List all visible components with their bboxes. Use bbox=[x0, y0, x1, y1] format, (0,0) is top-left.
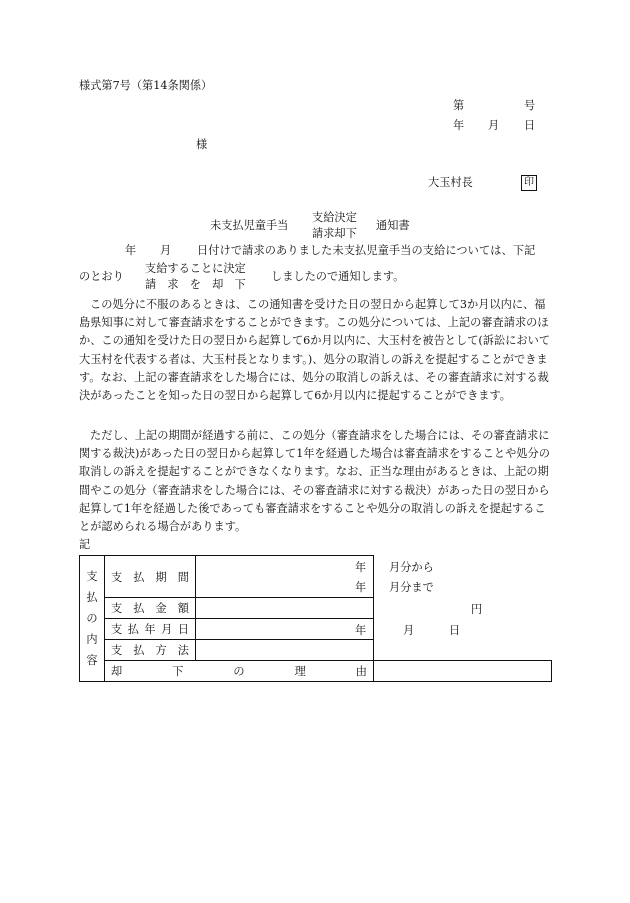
ki-heading: 記 bbox=[79, 538, 91, 551]
table-row-reason bbox=[80, 661, 552, 682]
recipient-sama: 様 bbox=[196, 138, 208, 151]
pay-date-year: 年 bbox=[355, 624, 367, 637]
date-year: 年 bbox=[453, 119, 465, 132]
intro-suffix: しましたので通知します。 bbox=[271, 270, 405, 283]
period-from-month: 月分から bbox=[389, 561, 434, 574]
title-option-approve: 支給決定 bbox=[312, 211, 357, 224]
payment-details-table bbox=[79, 555, 552, 682]
form-number: 様式第7号（第14条関係） bbox=[79, 79, 213, 92]
seal-mark: 印 bbox=[521, 175, 537, 191]
side-label-cell bbox=[80, 556, 105, 682]
title-suffix: 通知書 bbox=[376, 219, 410, 232]
period-from-year: 年 bbox=[355, 561, 367, 574]
table-row-date bbox=[80, 619, 552, 640]
pay-date-day: 日 bbox=[449, 624, 461, 637]
date-day: 日 bbox=[524, 119, 536, 132]
title-prefix: 未支払児童手当 bbox=[210, 219, 289, 232]
value-payment-date[interactable] bbox=[196, 619, 461, 640]
intro-option-approve: 支給することに決定 bbox=[145, 262, 246, 275]
side-char-5: 容 bbox=[86, 654, 98, 667]
side-char-2: 払 bbox=[86, 591, 98, 604]
amount-unit-yen: 円 bbox=[471, 603, 483, 616]
value-payment-method[interactable] bbox=[196, 640, 374, 661]
table-row-period bbox=[80, 556, 552, 598]
label-payment-date: 支払年月日 bbox=[105, 619, 196, 640]
intro-year: 年 bbox=[125, 244, 137, 257]
paragraph-limitation-text: ただし、上記の期間が経過する前に、この処分（審査請求をした場合には、その審査請求に関する裁決)があった日の翌日から起算して1年を経過した場合は審査請求をすることや処分の取消しの訴えを提起することができなくなります。なお、正当な理由があるときは、上記の期間やこの処分（審査請求をした場合には、その審査請求に対する裁決）があった日の翌日から起算して1年を経過した後であっても審査請求をすることや処分の取消しの訴えを提起することが認められる場合があります。 bbox=[79, 429, 550, 534]
table-row-amount bbox=[80, 598, 552, 619]
paragraph-appeal bbox=[79, 296, 552, 405]
paragraph-limitation bbox=[79, 427, 552, 536]
intro-line1: 日付けで請求のありました未支払児童手当の支給については、下記 bbox=[197, 244, 536, 257]
label-payment-amount: 支払金額 bbox=[105, 598, 196, 619]
value-rejection-reason[interactable] bbox=[374, 661, 552, 682]
title-option-reject: 請求却下 bbox=[312, 227, 357, 240]
sender-name: 大玉村長 bbox=[428, 176, 473, 189]
intro-month: 月 bbox=[160, 244, 172, 257]
pay-date-month: 月 bbox=[403, 624, 415, 637]
side-char-4: 内 bbox=[86, 633, 98, 646]
label-rejection-reason: 却下の理由 bbox=[105, 661, 374, 682]
intro-option-reject: 請 求 を 却 下 bbox=[145, 278, 246, 291]
period-to-month: 月分まで bbox=[389, 581, 434, 594]
document-number-go: 号 bbox=[524, 99, 536, 112]
value-payment-amount[interactable] bbox=[196, 598, 483, 619]
label-payment-method: 支払方法 bbox=[105, 640, 196, 661]
side-char-1: 支 bbox=[86, 570, 98, 583]
document-number-dai: 第 bbox=[453, 99, 465, 112]
table-row-method bbox=[80, 640, 552, 661]
side-char-3: の bbox=[86, 612, 98, 625]
period-to-year: 年 bbox=[355, 581, 367, 594]
paragraph-appeal-text: この処分に不服のあるときは、この通知書を受けた日の翌日から起算して3か月以内に、福島県知事に対して審査請求をすることができます。この処分については、上記の審査請求のほか、この通知を受けた日の翌日から起算して6か月以内に、大玉村を被告として(訴訟において大玉村を代表する者は、大玉村長となります。)、処分の取消しの訴えを提起することができます。なお、上記の審査請求をした場合には、処分の取消しの訴えは、その審査請求に対する裁決があったことを知った日の翌日から起算して6か月以内に提起することができます。 bbox=[79, 298, 551, 403]
date-month: 月 bbox=[488, 119, 500, 132]
intro-prefix: のとおり bbox=[79, 270, 124, 283]
value-payment-period[interactable] bbox=[196, 556, 434, 598]
label-payment-period: 支払期間 bbox=[105, 556, 196, 598]
